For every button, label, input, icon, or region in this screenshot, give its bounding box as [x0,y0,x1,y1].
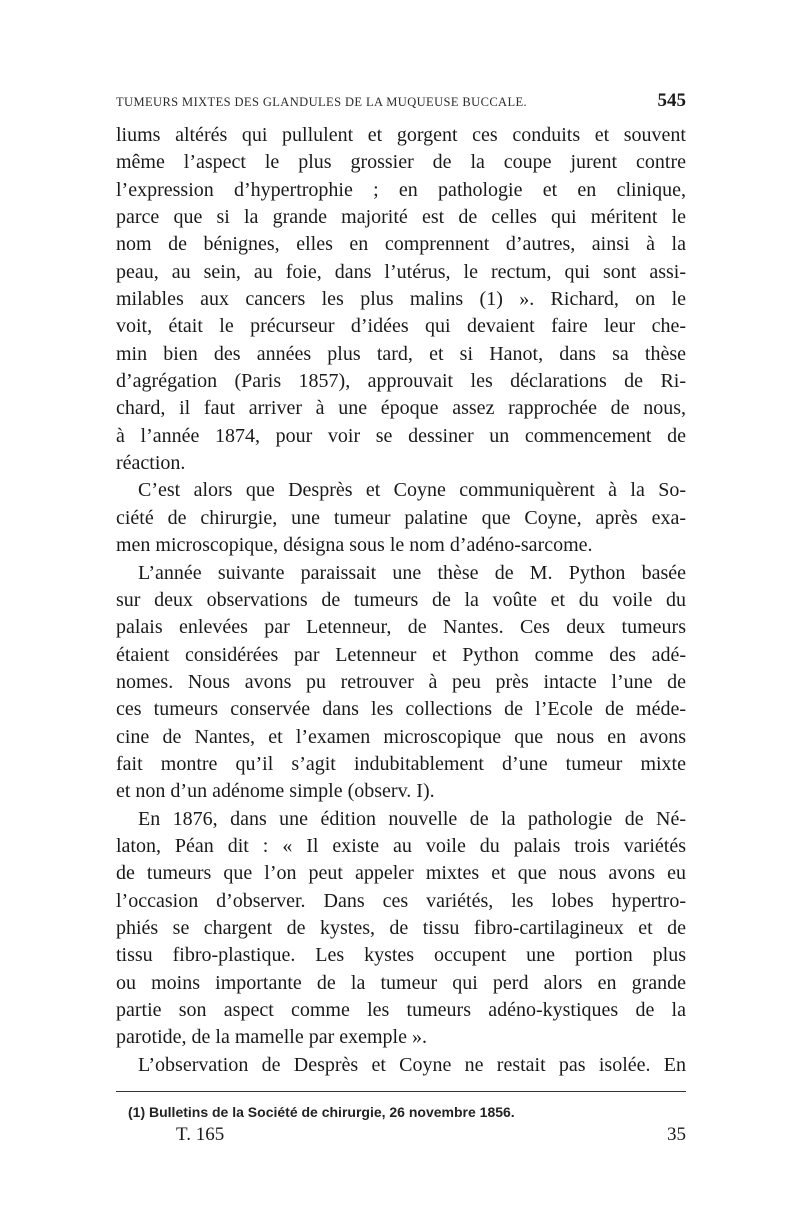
text-line: min bien des années plus tard, et si Hanot, dans sa thèse [116,342,686,365]
document-page [116,90,686,1146]
text-line: même l’aspect le plus grossier de la coupe jurent contre [116,151,686,174]
page-number: 545 [657,90,686,111]
text-line: fait montre qu’il s’agit indubitablement d’une tumeur mixte [116,752,686,775]
text-line: ou moins importante de la tumeur qui perd alors en grande [116,971,686,994]
text-line: partie son aspect comme les tumeurs adéno-kystiques de la [116,999,686,1021]
text-line: ciété de chirurgie, une tumeur palatine que Coyne, après exa- [116,506,686,529]
text-body [116,122,686,1079]
text-line: milables aux cancers les plus malins (1) ». Richard, on le [116,288,686,311]
text-line: réaction. [116,452,186,475]
text-line: et non d’un adénome simple (observ. I). [116,780,435,803]
text-line: parotide, de la mamelle par exemple ». [116,1026,427,1049]
text-line: C’est alors que Desprès et Coyne communiquèrent à la So- [138,479,686,502]
paragraph [116,1052,686,1079]
text-line: men microscopique, désigna sous le nom d’adéno-sarcome. [116,534,593,557]
paragraph [116,560,686,806]
footnote: (1) Bulletins de la Société de chirurgie, 26 novembre 1856. [128,1104,515,1121]
footnote-divider [116,1091,686,1092]
text-line: parce que si la grande majorité est de celles qui méritent le [116,206,686,229]
text-line: L’observation de Desprès et Coyne ne restait pas isolée. En [138,1053,686,1076]
text-line: chard, il faut arriver à une époque assez rapprochée de nous, [116,397,686,420]
text-line: cine de Nantes, et l’examen microscopique que nous en avons [116,725,686,748]
text-line: En 1876, dans une édition nouvelle de la pathologie de Né- [138,807,686,830]
text-line: voit, était le précurseur d’idées qui devaient faire leur che- [116,315,686,338]
running-title: TUMEURS MIXTES DES GLANDULES DE LA MUQUEUSE BUCCALE. [116,95,528,109]
text-line: L’année suivante paraissait une thèse de M. Python basée [138,561,686,584]
printer-signature: T. 165 [176,1124,225,1146]
page-footer [116,1124,686,1146]
text-line: de tumeurs que l’on peut appeler mixtes et que nous avons eu [116,862,686,885]
text-line: palais enlevées par Letenneur, de Nantes. Ces deux tumeurs [116,616,686,639]
paragraph [116,477,686,559]
page-header [116,90,686,122]
text-line: à l’année 1874, pour voir se dessiner un commencement de [116,424,686,447]
text-line: laton, Péan dit : « Il existe au voile du palais trois variétés [116,834,686,857]
text-line: liums altérés qui pullulent et gorgent ces conduits et souvent [116,124,686,146]
text-line: peau, au sein, au foie, dans l’utérus, le rectum, qui sont assi- [116,260,686,283]
text-line: étaient considérées par Letenneur et Python comme des adé- [116,643,686,666]
paragraph [116,806,686,1052]
paragraph [116,122,686,477]
text-line: ces tumeurs conservée dans les collections de l’Ecole de méde- [116,698,686,721]
text-line: sur deux observations de tumeurs de la voûte et du voile du [116,588,686,611]
text-line: l’occasion d’observer. Dans ces variétés, les lobes hypertro- [116,889,686,912]
text-line: nom de bénignes, elles en comprennent d’autres, ainsi à la [116,233,686,256]
text-line: l’expression d’hypertrophie ; en pathologie et en clinique, [116,178,686,201]
text-line: nomes. Nous avons pu retrouver à peu près intacte l’une de [116,670,686,693]
text-line: phiés se chargent de kystes, de tissu fibro-cartilagineux et de [116,916,686,939]
text-line: d’agrégation (Paris 1857), approuvait les déclarations de Ri- [116,370,686,393]
text-line: tissu fibro-plastique. Les kystes occupent une portion plus [116,944,686,967]
sheet-number: 35 [667,1124,686,1146]
